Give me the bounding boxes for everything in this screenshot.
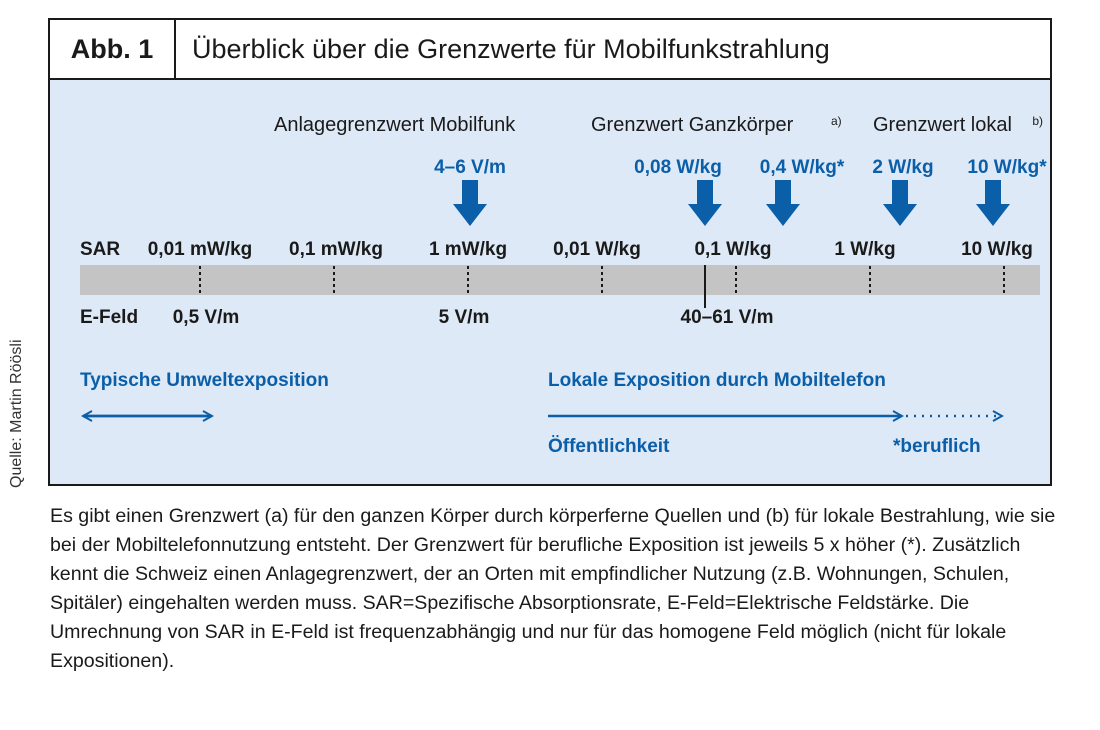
label-grenzwert-ganzkoerper: Grenzwert Ganzkörper	[591, 114, 794, 136]
sar-tick-label: 0,01 W/kg	[553, 239, 641, 260]
figure-title: Überblick über die Grenzwerte für Mobilfunkstrahlung	[192, 33, 830, 64]
sar-tick-label: 1 mW/kg	[428, 239, 508, 260]
footnote-b-marker: b)	[1032, 114, 1043, 128]
label-grenzwert-lokal: Grenzwert lokal	[873, 114, 1012, 136]
limit-lokal-public-value: 2 W/kg	[872, 157, 934, 178]
efeld-label: E-Feld	[80, 307, 139, 328]
range-umwelt-label: Typische Umweltexposition	[80, 370, 329, 391]
efeld-tick-label: 0,5 V/m	[172, 307, 240, 328]
limit-anlage-value: 4–6 V/m	[434, 157, 506, 178]
range-oeffentlich-label: Öffentlichkeit	[548, 436, 670, 457]
limit-ganzkoerper-work-value: 0,4 W/kg*	[759, 157, 845, 178]
sar-tick-label: 0,01 mW/kg	[147, 239, 253, 260]
sar-tick-label: 0,1 mW/kg	[289, 239, 383, 260]
scale-bar	[80, 265, 1040, 295]
range-lokal-label: Lokale Exposition durch Mobiltelefon	[548, 370, 886, 391]
limit-ganzkoerper-public-value: 0,08 W/kg	[634, 157, 722, 178]
diagram-panel	[48, 80, 1052, 486]
sar-label: SAR	[80, 239, 121, 260]
figure-label: Abb. 1	[50, 20, 176, 78]
arrow-down-icon	[883, 180, 917, 226]
arrow-down-icon	[688, 180, 722, 226]
exposure-diagram	[50, 80, 1054, 486]
source-credit: Quelle: Martin Röösli	[8, 339, 25, 488]
figure-caption: Es gibt einen Grenzwert (a) für den ganzen Körper durch körperferne Quellen und (b) für lokale Bestrahlung, wie sie bei der Mobiltelefonnutzung entsteht. Der Grenzwert für berufliche Exposition ist jeweils 5 x höher (*). Zusätzlich kennt die Schweiz einen Anlagegrenzwert, der an Orten mit empfindlicher Nutzung (z.B. Wohnungen, Schulen, Spitäler) eingehalten werden muss. SAR=Spezifische Absorptionsrate, E-Feld=Elektrische Feldstärke. Die Umrechnung von SAR in E-Feld ist frequenzabhängig und nur für das homogene Feld möglich (nicht für lokale Expositionen).	[50, 505, 1056, 672]
efeld-tick-label: 5 V/m	[438, 307, 490, 328]
label-anlagegrenzwert: Anlagegrenzwert Mobilfunk	[274, 114, 516, 136]
limit-lokal-work-value: 10 W/kg*	[967, 157, 1047, 178]
efeld-tick-label: 40–61 V/m	[680, 307, 774, 328]
range-beruflich-label: *beruflich	[893, 436, 981, 457]
arrow-down-icon	[976, 180, 1010, 226]
sar-tick-label: 10 W/kg	[961, 239, 1033, 260]
footnote-a-marker: a)	[831, 114, 842, 128]
sar-tick-label: 1 W/kg	[834, 239, 896, 260]
sar-tick-label: 0,1 W/kg	[694, 239, 772, 260]
arrow-down-icon	[766, 180, 800, 226]
arrow-down-icon	[453, 180, 487, 226]
figure-header	[48, 18, 1052, 80]
